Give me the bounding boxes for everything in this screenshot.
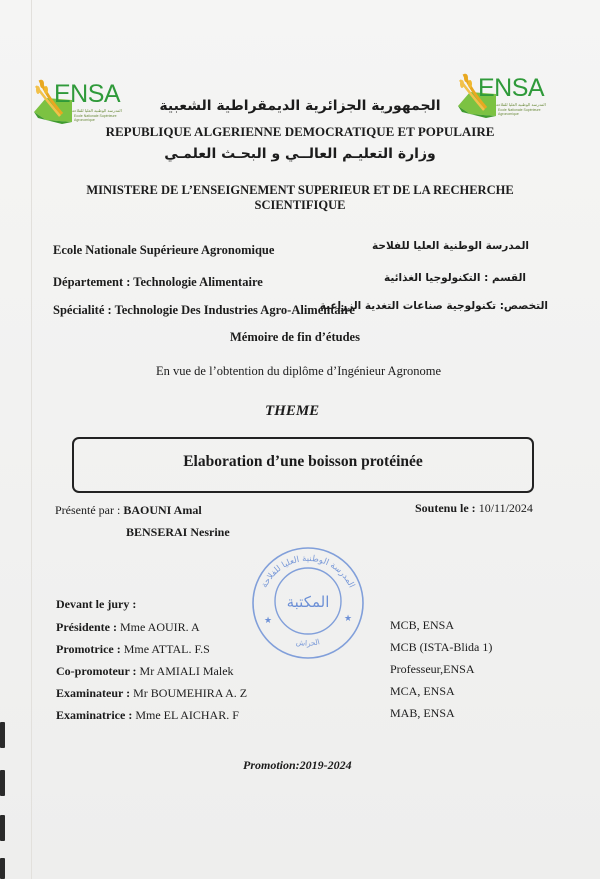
memoire-subtitle: En vue de l’obtention du diplôme d’Ingénieur Agronome <box>156 364 442 378</box>
logo-arabic-subtitle: المدرسة الوطنية العليا للفلاحة <box>496 102 546 107</box>
jury-role: Promotrice : <box>56 642 124 656</box>
department-arabic: القسم : التكنولوجيا الغذائية <box>383 272 526 284</box>
jury-member <box>56 664 234 679</box>
jury-name: Mr AMIALI Malek <box>139 664 234 678</box>
jury-member <box>56 708 239 723</box>
jury-affiliation: Professeur,ENSA <box>390 662 475 676</box>
jury-affiliation: MCB, ENSA <box>390 618 455 632</box>
school-french: Ecole Nationale Supérieure Agronomique <box>53 243 275 257</box>
theme-box <box>72 437 534 493</box>
republic-arabic: الجمهورية الجزائرية الديمقراطية الشعبية <box>159 98 441 114</box>
stamp-ring-top: المدرسة الوطنية العليا للفلاحة <box>259 553 357 590</box>
ministry-french-line1: MINISTERE DE L’ENSEIGNEMENT SUPERIEUR ET DE LA RECHERCHE <box>86 183 514 197</box>
stamp-ring-bottom: الحراش <box>295 637 321 648</box>
jury-name: Mme ATTAL. F.S <box>123 642 210 656</box>
jury-member <box>56 686 247 701</box>
jury-role: Présidente : <box>56 620 120 634</box>
logo-wordmark: ENSA <box>478 74 545 102</box>
specialty-french: Spécialité : Technologie Des Industries Agro-Alimentaire <box>53 303 355 317</box>
stamp-center-text: المكتبة <box>286 593 330 611</box>
logo-latin-subtitle: Ecole Nationale Supérieure Agronomique <box>74 114 117 122</box>
svg-text:الحراش <box>295 637 320 648</box>
stamp-star-icon: ★ <box>344 613 353 623</box>
specialty-arabic: التخصص: تكنولوجية صناعات التغدية الزراعية <box>319 300 548 312</box>
ministry-french-line2: SCIENTIFIQUE <box>254 198 346 212</box>
jury-affiliation: MAB, ENSA <box>390 706 455 720</box>
memoire-title: Mémoire de fin d’études <box>230 330 360 344</box>
thesis-title: Elaboration d’une boisson protéinée <box>183 453 423 470</box>
jury-name: Mr BOUMEHIRA A. Z <box>133 686 248 700</box>
binding-hole <box>0 858 5 879</box>
logo-arabic-subtitle: المدرسة الوطنية العليا للفلاحة <box>72 108 122 113</box>
binding-hole <box>0 770 5 796</box>
author-2: BENSERAI Nesrine <box>126 525 230 539</box>
binding-hole <box>0 815 5 841</box>
school-arabic: المدرسة الوطنية العليا للفلاحة <box>372 240 529 252</box>
defended-label: Soutenu le : <box>415 501 479 515</box>
ministry-arabic: وزارة التعليـم العالــي و البحـث العلمـي <box>164 146 436 162</box>
author-1: BAOUNI Amal <box>123 503 202 517</box>
jury-name: Mme AOUIR. A <box>119 620 200 634</box>
logo-wordmark: ENSA <box>54 80 121 108</box>
defense-date <box>415 501 533 516</box>
stamp-star-icon: ★ <box>264 615 273 625</box>
theme-label: THEME <box>265 403 320 419</box>
jury-affiliation: MCA, ENSA <box>390 684 455 698</box>
defended-date-value: 10/11/2024 <box>478 501 533 515</box>
department-french: Département : Technologie Alimentaire <box>53 275 263 289</box>
promotion: Promotion:2019-2024 <box>243 758 352 772</box>
jury-role: Co-promoteur : <box>56 664 140 678</box>
jury-heading: Devant le jury : <box>56 597 137 611</box>
jury-role: Examinateur : <box>56 686 134 700</box>
jury-member <box>56 620 200 635</box>
presented-label: Présenté par : <box>55 503 124 517</box>
library-stamp <box>248 543 368 661</box>
jury-role: Examinatrice : <box>56 708 136 722</box>
jury-member <box>56 642 210 657</box>
binding-hole <box>0 722 5 748</box>
jury-name: Mme EL AICHAR. F <box>135 708 239 722</box>
jury-affiliation: MCB (ISTA-Blida 1) <box>390 640 493 654</box>
republic-french: REPUBLIQUE ALGERIENNE DEMOCRATIQUE ET POPULAIRE <box>105 124 495 139</box>
presented-by <box>55 503 202 518</box>
logo-latin-subtitle: Ecole Nationale Supérieure Agronomique <box>498 108 541 116</box>
